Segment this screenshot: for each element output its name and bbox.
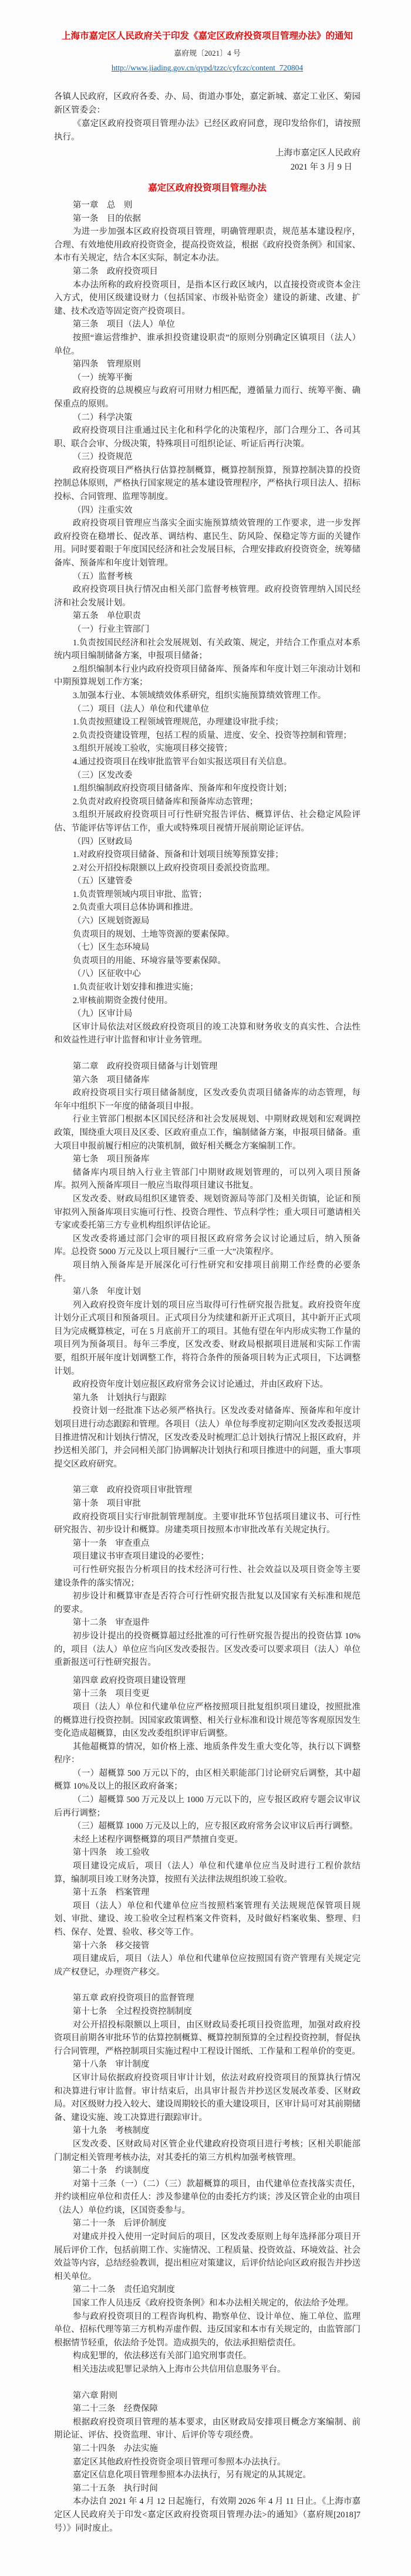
paragraph: 对建成并投入使用一定时间后的项目，区发改委原则上每年选择部分项目开展后评价工作，包括前期工作、实施情况、工程质量、投资效益、环境效益、社会效益等内容，总结经验教训，提出相应对策建议，后评价结论向区政府报告并抄送相关单位。 bbox=[54, 2232, 361, 2281]
paragraph: （五）区建管委 bbox=[72, 876, 133, 886]
paragraph: 区发改委、财政局组织区建管委、规划资源局等部门及相关街镇，论证和预审拟列入预备库项目实施可行性、投资合理性、节点科学性；重大项目可邀请相关专家或委托第三方专业机构组织评估论证。 bbox=[54, 1194, 361, 1231]
paragraph: 其他超概算的情况，如价格上涨、地质条件发生重大变化等，执行以下调整程序： bbox=[54, 1742, 361, 1765]
paragraph: （八）区征收中心 bbox=[72, 969, 141, 979]
paragraph: 1.负责按照建设工程领域管理规范，办理建设审批手续； bbox=[72, 717, 284, 727]
article-heading: 第九条 计划执行与跟踪 bbox=[72, 1393, 167, 1403]
paragraph: （七）区生态环境局 bbox=[72, 943, 150, 953]
paragraph: （三）超概算 1000 万元及以上的，应专报区政府常务会议审议后再行调整。 bbox=[72, 1822, 358, 1832]
document-title: 嘉定区政府投资项目管理办法 bbox=[148, 183, 267, 193]
paragraph: 为进一步加强本区政府投资项目管理，明确管理职责，规范基本建设程序，合理、有效地使用政府投资资金，提高投资效益，根据《政府投资条例》和国家、本市有关规定，结合本区实际，制定本办法。 bbox=[54, 227, 361, 263]
paragraph: 本办法自 2021 年 4 月 12 日起施行，有效期 2026 年 4 月 11 日止。《上海市嘉定区人民政府关于印发<嘉定区政府投资项目管理办法>的通知》（嘉府规[2018]7 号）》同时废止。 bbox=[54, 2497, 361, 2533]
paragraph: 项目建成后，项目（法人）单位和代建单位应按照国有资产管理有关规定完成产权登记，办理资产移交。 bbox=[54, 1954, 361, 1977]
chapter-heading: 第二章 政府投资项目储备与计划管理 bbox=[72, 1062, 218, 1071]
paragraph: 对第十三条（一）（二）（三）款超概算的项目，由代建单位查找落实责任，并约谈相应单位和责任人：涉及参建单位的由委托方约谈；涉及区管企业的由项目（法人）单位约谈，区国资委参与。 bbox=[54, 2179, 361, 2215]
paragraph: 政府投资的总规模应与政府可用财力相匹配，遵循量力而行、统筹平衡、确保重点的原则。 bbox=[54, 386, 361, 409]
article-heading: 第一条 目的依据 bbox=[72, 214, 141, 224]
article-heading: 第十四条 竣工验收 bbox=[72, 1848, 150, 1858]
paragraph: （一）超概算 500 万元以下的，由区相关职能部门讨论研究后调整，其中超概算 10%及以上的报区政府备案； bbox=[54, 1768, 361, 1792]
paragraph: 参与政府投资项目的工程咨询机构、勘察单位、设计单位、施工单位、监理单位、招标代理等第三方机构弄虚作假、违反国家和本市有关规定的，由监管部门根据情节轻重，依法给予处罚。造成损失的，依法承担赔偿责任。 bbox=[54, 2311, 361, 2348]
paragraph: （四）注重实效 bbox=[72, 505, 133, 515]
paragraph: 负责项目的规划、土地等资源的要素保障。 bbox=[72, 929, 235, 939]
article-heading: 第二条 政府投资项目 bbox=[72, 266, 158, 276]
paragraph: 3.加强本行业、本领域绩效体系研究，组织实施预算绩效管理工作。 bbox=[72, 690, 326, 700]
paragraph: 未经上述程序调整概算的项目严禁擅自变更。 bbox=[72, 1834, 243, 1844]
paragraph: 按照“谁运营维护、谁承担投资建设职责”的原则分别确定区镇项目（法人）单位。 bbox=[54, 333, 361, 356]
paragraph: 1.组织编制政府投资项目储备库、预备库和年度投资计划； bbox=[72, 784, 292, 794]
paragraph: （二）项目（法人）单位和代建单位 bbox=[72, 704, 209, 714]
article-heading: 第十七条 全过程投资控制制度 bbox=[72, 2006, 192, 2016]
paragraph: 政府投资项目注重通过民主化和科学化的决策程序，部门合理分工、各司其职、联合会审、分级决策，特殊项目可组织论证、听证后再行决策。 bbox=[54, 426, 361, 449]
chapter-heading: 第五章 政府投资项目的监督管理 bbox=[72, 1993, 194, 2003]
article-heading: 第二十一条 后评价制度 bbox=[72, 2219, 167, 2229]
paragraph: 项目建议书审查项目建设的必要性； bbox=[72, 1552, 209, 1562]
paragraph: 3.组织开展竣工验收，实施项目移交接管； bbox=[72, 744, 233, 754]
article-heading: 第五条 单位职责 bbox=[72, 611, 141, 621]
paragraph: 1.负责管理领域内项目审批、监管； bbox=[72, 889, 207, 899]
paragraph: 政府投资项目管理应当落实全面实施预算绩效管理的工作要求，进一步发挥政府投资在稳增长、促改革、调结构、惠民生、防风险、保稳定等方面的关键作用。同时要着眼于年度国民经济和社会发展目标，合理安排政府投资资金，统筹储备库、预备库和年度计划管理。 bbox=[54, 519, 361, 568]
article-heading: 第二十二条 责任追究制度 bbox=[72, 2285, 175, 2295]
article-heading: 第六条 项目储备库 bbox=[72, 1075, 150, 1085]
paragraph: 本办法所称的政府投资项目，是指本区行政区域内，以直接投资或资本金注入方式，使用区级建设财力（包括国家、市级补贴资金）建设的新建、改建、扩建、技术改造等固定资产投资项目。 bbox=[54, 280, 361, 316]
paragraph: 初步设计和概算审查是否符合可行性研究报告批复以及国家有关标准和规范的要求。 bbox=[54, 1592, 361, 1614]
paragraph: 1.对政府投资项目储备、预备和计划项目统筹预算安排； bbox=[72, 850, 284, 860]
paragraph: 储备库内项目纳入行业主管部门中期财政规划管理的，可以列入项目预备库。拟列入预备库项目一般应当取得项目建议书批复。 bbox=[54, 1167, 361, 1191]
article-heading: 第十八条 审计制度 bbox=[72, 2060, 150, 2070]
source-link[interactable]: http://www.jiading.gov.cn/qypd/tzzc/cyfczc/content_720804 bbox=[111, 63, 304, 72]
paragraph: 嘉定区信息化项目管理参照本办法执行，另有规定的从其规定。 bbox=[72, 2470, 311, 2480]
article-heading: 第二十四条 办法实施 bbox=[72, 2443, 158, 2453]
paragraph: 嘉定区其他政府性投资资金项目管理可参照本办法执行。 bbox=[72, 2457, 286, 2467]
article-heading: 第三条 项目（法人）单位 bbox=[72, 320, 175, 330]
paragraph: 政府投资项目实行项目储备制度，区发改委负责项目储备库的动态管理，每年年中组织下一年度的储备项目申报。 bbox=[54, 1088, 361, 1111]
paragraph: 根据政府投资项目管理的基本要求，由区财政局安排项目概念方案编制、前期论证、评估、投资监理、审计、后评价等专项经费。 bbox=[54, 2417, 361, 2440]
doc-number: 嘉府规〔2021〕4 号 bbox=[174, 49, 241, 57]
paragraph: （一）行业主管部门 bbox=[72, 625, 150, 634]
paragraph: 1.负责征收计划安排和推进实施； bbox=[72, 983, 198, 993]
paragraph: 构成犯罪的，依法移送有关部门追究刑事责任。 bbox=[72, 2351, 252, 2361]
paragraph: 2.负责重大项目总体协调和推进。 bbox=[72, 903, 198, 913]
issuer-signature: 上海市嘉定区人民政府 bbox=[275, 148, 361, 158]
paragraph: 区审计局依法对区级政府投资项目的竣工决算和财务收支的真实性、合法性和效益性进行审计监督和审计业务管理。 bbox=[54, 1022, 361, 1045]
page-title: 上海市嘉定区人民政府关于印发《嘉定区政府投资项目管理办法》的通知 bbox=[61, 31, 353, 41]
article-heading: 第十一条 审查重点 bbox=[72, 1538, 150, 1548]
paragraph: 2.负责对政府投资项目储备库和预备库动态管理； bbox=[72, 797, 258, 807]
paragraph: 1.负责按国民经济和社会发展规划、有关政策、规定，并结合工作重点对本系统内项目编制储备方案，申报项目储备； bbox=[54, 638, 361, 661]
paragraph: （九）区审计局 bbox=[72, 1009, 133, 1019]
paragraph: 政府投资项目严格执行估算控制概算，概算控制预算，预算控制决算的投资控制总体原则，严格执行国家规定的基本建设管理程序，严格执行项目法人、招标投标、合同管理、监理等制度。 bbox=[54, 465, 361, 502]
paragraph: 投资计划一经批准下达必须严格执行。区发改委对储备库、预备库和年度计划项目进行动态跟踪和管理。各项目（法人）单位每季度初定期向区发改委报送项目推进情况和计划执行情况，区发改委及时梳理汇总计划执行情况上报区政府，并抄送相关部门，并会同相关部门协调解决计划执行和项目推进中的问题，重大事项提交区政府研究。 bbox=[54, 1406, 361, 1469]
paragraph: （二）科学决策 bbox=[72, 412, 133, 422]
paragraph: 可行性研究报告分析项目的技术经济可行性、社会效益以及项目资金等主要建设条件的落实情况； bbox=[54, 1565, 361, 1588]
paragraph: 2.组织编制本行业内政府投资项目储备库、预备库和年度计划三年滚动计划和中期预算规划工作方案； bbox=[54, 664, 361, 688]
paragraph: 4.通过投资项目在线审批监管平台如实报送项目有关信息。 bbox=[72, 757, 292, 767]
chapter-heading: 第四章 政府投资项目建设管理 bbox=[72, 1675, 186, 1685]
paragraph: 2.负责投资建设管理，包括工程的质量、进度、安全、投资等控制和管理； bbox=[72, 730, 352, 740]
article-heading: 第十六条 移交接管 bbox=[72, 1941, 150, 1951]
paragraph: （三）投资规范 bbox=[72, 452, 133, 462]
article-heading: 第八条 年度计划 bbox=[72, 1287, 141, 1297]
notice-body: 《嘉定区政府投资项目管理办法》已经区政府同意，现印发给你们，请按照执行。 bbox=[54, 119, 361, 142]
paragraph: 3.组织开展政府投资项目可行性研究报告评估、概算评估、社会稳定风险评估、节能评估等评估工作，重大或特殊项目视情开展前期论证评估。 bbox=[54, 810, 361, 833]
article-heading: 第十三条 项目变更 bbox=[72, 1689, 150, 1699]
paragraph: 行业主管部门根据本区国民经济和社会发展规划、中期财政规划和宏观调控政策，围绕重大项目及区委、区政府重点工作，编制储备方案，申报项目储备。重大项目申报前履行相应的决策机制，做好相关概念方案编制工作。 bbox=[54, 1115, 361, 1151]
issue-date: 2021 年 3 月 9 日 bbox=[290, 163, 352, 172]
document-body bbox=[54, 199, 361, 2535]
paragraph: 项目建设完成后，项目（法人）单位和代建单位应当及时进行工程价款结算，编制项目竣工财务决算，按照有关法律法规组织竣工验收。 bbox=[54, 1861, 361, 1884]
paragraph: 区审计局依据政府投资项目审计计划，依法对政府投资项目的预算执行情况和决算进行审计监督。审计结束后，出具审计报告并抄送区发展改革委、区财政局。对区级财力投入较大、建设周期较长的重大建设项目，区审计局可对其前期储备、建设实施、竣工决算进行跟踪审计。 bbox=[54, 2073, 361, 2123]
paragraph: （五）监督考核 bbox=[72, 571, 133, 581]
paragraph: 列入政府投资年度计划的项目应当取得可行性研究报告批复。政府投资年度计划分正式项目和预备项目。正式项目分为续建和新开正式项目，其中新开正式项目为完成概算核定，可在 5 月底前开工的项目。其他有望在年内形成实物工作量的项目列为预备项目。每年三季度，区发改委、财政局根据项目进展和实际工作需要，组织开展年度计划调整工作，将符合条件的预备项目转为正式项目，下达调整计划。 bbox=[54, 1300, 361, 1376]
article-heading: 第二十五条 执行时间 bbox=[72, 2483, 158, 2493]
paragraph: 项目纳入预备库是开展深化可行性研究和安排项目前期工作经费的必要条件。 bbox=[54, 1260, 361, 1284]
paragraph: （六）区规划资源局 bbox=[72, 916, 150, 926]
paragraph: 2.审核前期资金拨付使用。 bbox=[72, 996, 173, 1006]
paragraph: 政府投资年度计划应报区政府常务会议讨论通过，并由区政府下达。 bbox=[72, 1380, 328, 1390]
article-heading: 第十二条 审查退件 bbox=[72, 1618, 150, 1628]
paragraph: 项目（法人）单位和代建单位应严格按照项目批复组织项目建设，按照批准的概算进行投资控制。因国家政策调整、相关行业标准和设计规范等客观原因发生变化造成超概算，由区发改委组织评审后调整。 bbox=[54, 1702, 361, 1739]
salutation: 各镇人民政府，区政府各委、办、局、街道办事处，嘉定新城、嘉定工业区、菊园新区管委会： bbox=[54, 92, 361, 115]
paragraph: 区发改委、区财政局对区管企业代建政府投资项目进行考核；区相关职能部门制定相关管理考核办法，对其委托的第三方机构加强考核管理。 bbox=[54, 2139, 361, 2162]
paragraph: （二）超概算 500 万元及以上 1000 万元以下的，应专报区政府专题会议审议后再行调整； bbox=[54, 1795, 361, 1818]
article-heading: 第七条 项目预备库 bbox=[72, 1155, 150, 1165]
chapter-heading: 第三章 政府投资项目审批管理 bbox=[72, 1485, 192, 1495]
paragraph: 项目（法人）单位和代建单位应当按照档案管理有关法规规范保管项目规划、审批、建设、竣工验收全过程档案文件资料，及时做好档案收集、整理、归档、保存、处置、验收、移交等工作。 bbox=[54, 1901, 361, 1937]
paragraph: （四）区财政局 bbox=[72, 837, 133, 847]
article-heading: 第十条 项目审批 bbox=[72, 1499, 141, 1508]
paragraph: 对公开招投标限额以上项目，由区财政局委托项目投资监理，加强对政府投资项目前期各审批环节的估算控制概算、概算控制预算的全过程投资控制，督促执行合同管理，严格控制项目实施过程中工程设计图纸、工作量和工程单价的变更。 bbox=[54, 2020, 361, 2056]
article-heading: 第十九条 考核制度 bbox=[72, 2126, 150, 2136]
paragraph: 政府投资项目实行审批制管理制度。主要审批环节包括项目建议书、可行性研究报告、初步设计和概算。房建类项目按照本市审批改革有关规定执行。 bbox=[54, 1512, 361, 1535]
paragraph: 国家工作人员违反《政府投资条例》和本办法相关规定的，依法给予处理。 bbox=[72, 2299, 354, 2308]
article-heading: 第二十三条 经费保障 bbox=[72, 2404, 158, 2414]
paragraph: （三）区发改委 bbox=[72, 770, 133, 780]
chapter-heading: 第一章 总 则 bbox=[72, 201, 133, 210]
chapter-heading: 第六章 附则 bbox=[72, 2391, 118, 2401]
article-heading: 第四条 管理原则 bbox=[72, 360, 141, 370]
paragraph: （一）统筹平衡 bbox=[72, 373, 133, 382]
paragraph: 相关违法或犯罪记录纳入上海市公共信用信息服务平台。 bbox=[72, 2365, 286, 2374]
article-heading: 第十五条 档案管理 bbox=[72, 1888, 150, 1898]
paragraph: 政府投资项目执行情况由相关部门监督考核管理。政府投资管理纳入国民经济和社会发展计划。 bbox=[54, 585, 361, 608]
article-heading: 第二十条 约谈制度 bbox=[72, 2166, 150, 2176]
paragraph: 初步设计提出的投资概算超过经批准的可行性研究报告提出的投资估算 10%的，项目（法人）单位应当向区发改委报告。区发改委可以要求项目（法人）单位重新报送可行性研究报告。 bbox=[54, 1631, 361, 1668]
paragraph: 负责项目的用能、环境容量等要素保障。 bbox=[72, 956, 226, 966]
paragraph: 区发改委将通过部门会审的项目报区政府常务会议讨论通过后，纳入预备库。总投资 5000 万元及以上项目履行“三重一大”决策程序。 bbox=[54, 1234, 361, 1257]
source-link-row bbox=[54, 63, 361, 73]
paragraph: 2.对公开招投标限额以上政府投资项目委派投资监理。 bbox=[72, 863, 275, 873]
